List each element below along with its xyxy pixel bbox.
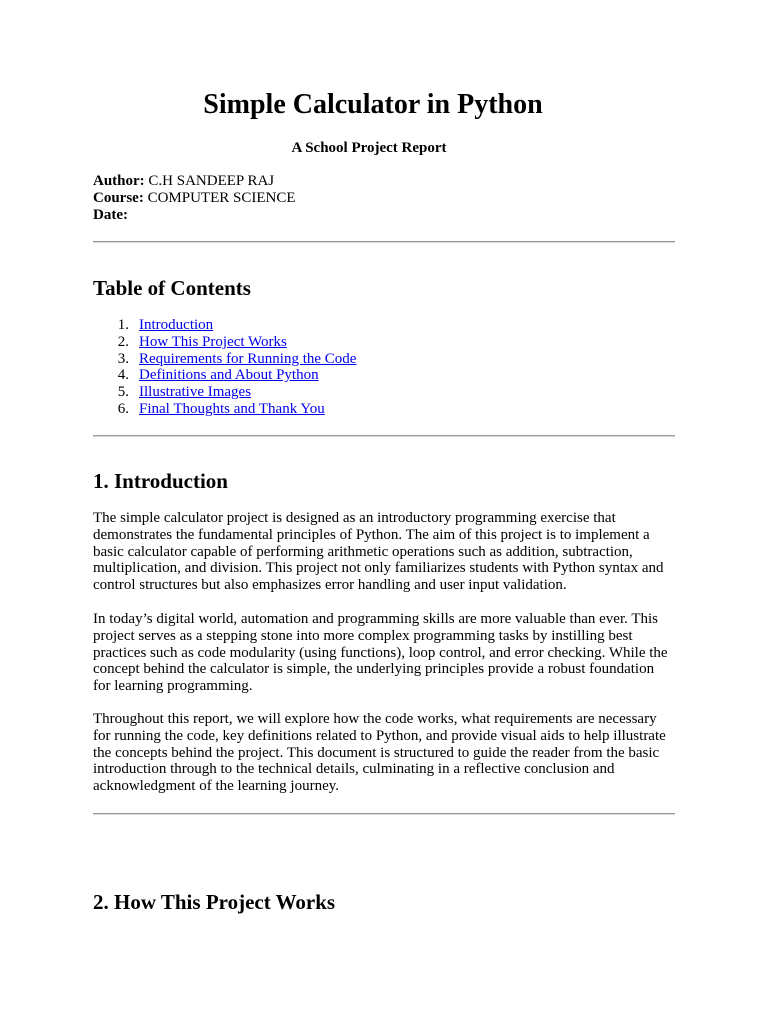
toc-item-number: 5.	[117, 384, 129, 401]
author-value: C.H SANDEEP RAJ	[148, 173, 275, 189]
toc-item-number: 6.	[117, 400, 129, 417]
toc-link-introduction[interactable]: Introduction	[139, 317, 214, 333]
toc-item	[93, 401, 356, 418]
toc-link-definitions[interactable]: Definitions and About Python	[139, 367, 319, 384]
date-row	[93, 207, 296, 224]
toc-item	[93, 317, 356, 334]
document-title: Simple Calculator in Python	[203, 89, 543, 120]
introduction-paragraph-1: The simple calculator project is designed as an introductory programming exercise that demonstrates the fundamental principles of Python. The aim of this project is to implement a basic calculator capable of performing arithmetic operations such as addition, subtraction, multiplication, and division. This project not only familiarizes students with Python syntax and control structures but also emphasizes error handling and user input validation.	[93, 510, 664, 594]
horizontal-rule	[93, 813, 675, 815]
toc-link-final-thoughts[interactable]: Final Thoughts and Thank You	[139, 400, 325, 417]
document-subtitle: A School Project Report	[291, 140, 447, 156]
introduction-heading: 1. Introduction	[93, 469, 228, 493]
course-value: COMPUTER SCIENCE	[147, 190, 296, 206]
how-it-works-heading: 2. How This Project Works	[93, 890, 336, 914]
toc-item-number: 3.	[117, 350, 129, 367]
date-label: Date:	[93, 207, 128, 223]
introduction-paragraph-2: In today’s digital world, automation and programming skills are more valuable than ever. This project serves as a stepping stone into more complex programming tasks by instilling best practices such as code modularity (using functions), loop control, and error checking. While the concept behind the calculator is simple, the underlying principles provide a robust foundation for learning programming.	[93, 611, 668, 695]
toc-item	[93, 334, 356, 351]
introduction-paragraph-3: Throughout this report, we will explore how the code works, what requirements are necessary for running the code, key definitions related to Python, and provide visual aids to help illustrate the concepts behind the project. This document is structured to guide the reader from the basic introduction through to the technical details, culminating in a reflective conclusion and acknowledgment of the learning journey.	[93, 711, 666, 795]
toc-item-number: 1.	[117, 317, 129, 333]
toc-item-number: 4.	[117, 367, 129, 384]
toc-item	[93, 351, 356, 368]
document-meta	[93, 173, 296, 224]
horizontal-rule	[93, 435, 675, 437]
toc-heading: Table of Contents	[93, 276, 251, 300]
toc-item	[93, 367, 356, 384]
author-label: Author:	[93, 173, 145, 189]
toc-link-how-it-works[interactable]: How This Project Works	[139, 333, 287, 350]
horizontal-rule	[93, 241, 675, 243]
toc-link-requirements[interactable]: Requirements for Running the Code	[139, 350, 357, 367]
course-label: Course:	[93, 190, 144, 206]
author-row	[93, 173, 296, 190]
toc-item-number: 2.	[117, 333, 129, 350]
toc-item	[93, 384, 356, 401]
toc-link-illustrative-images[interactable]: Illustrative Images	[139, 384, 252, 401]
course-row	[93, 190, 296, 207]
toc-list	[93, 317, 356, 418]
